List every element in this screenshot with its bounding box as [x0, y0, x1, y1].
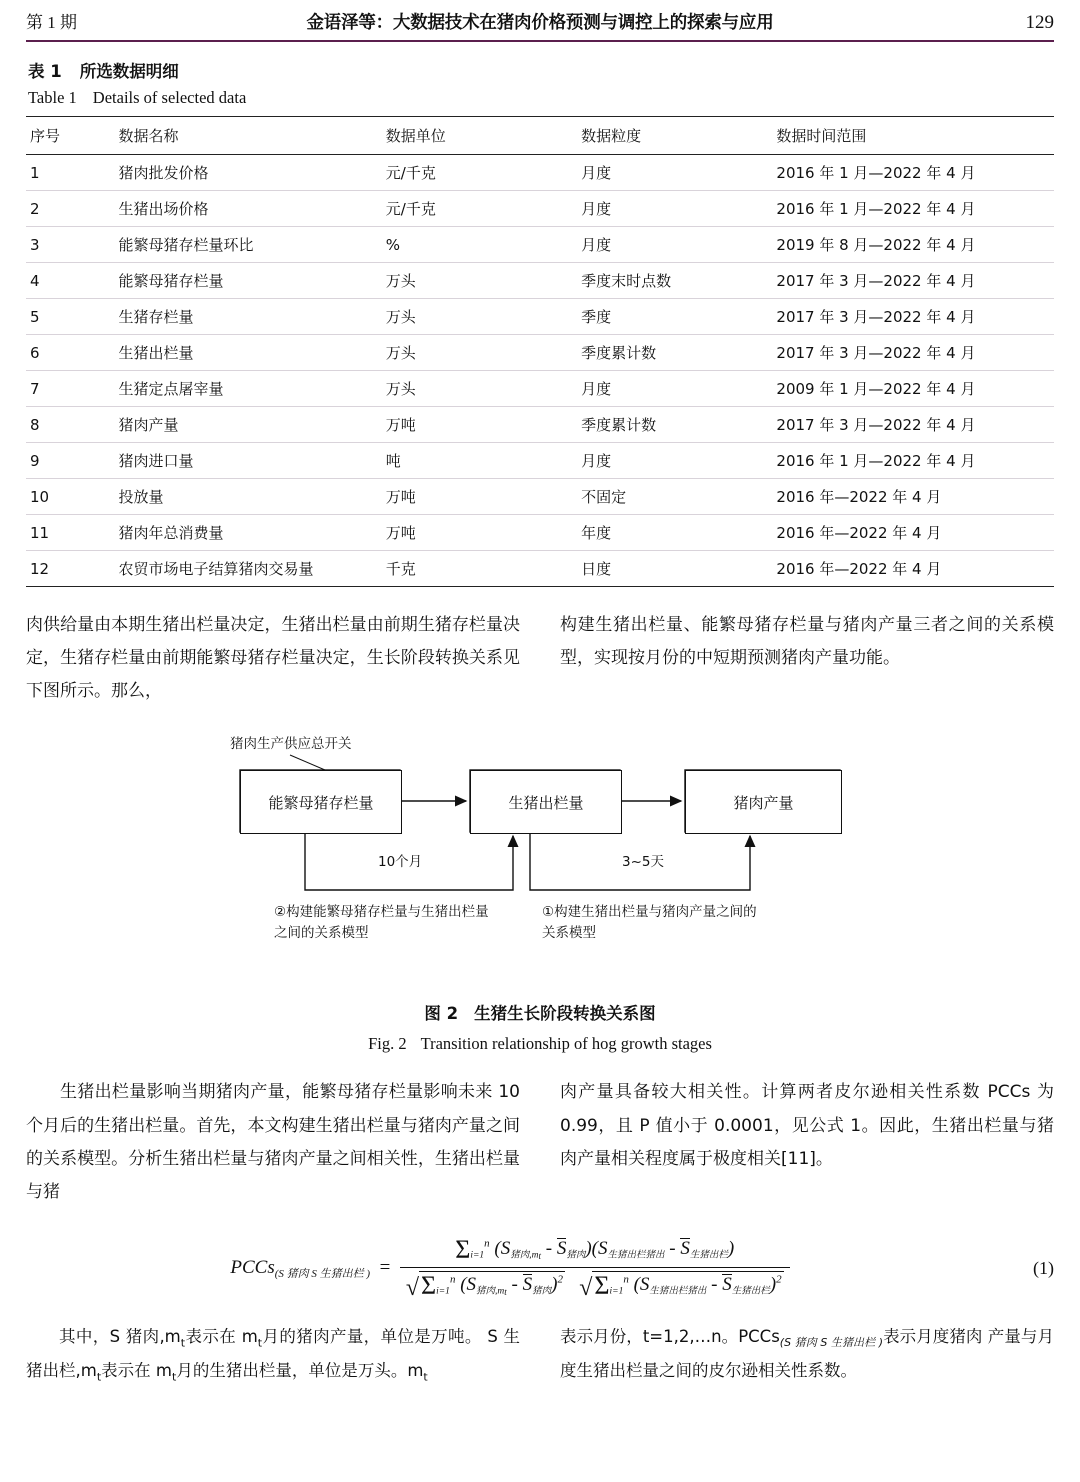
cell-no: 11	[30, 523, 50, 542]
table-body	[26, 155, 1054, 587]
cell-unit: %	[385, 235, 401, 254]
cell-unit: 元/千克	[385, 200, 436, 218]
selected-data-table	[26, 116, 1054, 587]
cell-no: 2	[30, 199, 40, 218]
bottom-left-1c: 月的猪肉产量，单位是万吨。	[262, 1326, 482, 1346]
figure-caption-en	[26, 1034, 1054, 1054]
running-head-left: 第 1 期	[26, 13, 77, 32]
cell-granularity: 月度	[581, 380, 612, 398]
cell-unit: 万头	[385, 344, 416, 362]
body-column-right-3	[560, 1320, 1054, 1389]
cell-unit: 万头	[385, 308, 416, 326]
bottom-left-2b: 表示在 m	[101, 1361, 172, 1381]
table-header	[26, 117, 1054, 155]
cell-timerange: 2016 年 1 月—2022 年 4 月	[776, 200, 976, 218]
cell-name: 猪肉进口量	[118, 452, 194, 470]
figure-2	[26, 730, 1054, 990]
cell-granularity: 不固定	[581, 488, 627, 506]
cell-no: 6	[30, 343, 40, 362]
cell-granularity: 月度	[581, 452, 612, 470]
table-row	[26, 407, 1054, 443]
formula-number: (1)	[1033, 1257, 1054, 1278]
cell-timerange: 2009 年 1 月—2022 年 4 月	[776, 380, 976, 398]
figure-label-three-five-days: 3~5天	[622, 854, 664, 871]
bottom-right-1b: 表示月度猪肉	[883, 1326, 983, 1346]
cell-no: 5	[30, 307, 40, 326]
paragraph-left-3: 其中，S 猪肉$,m_t$表示在 $m_t$月的猪肉产量，单位是万吨。 S 生猪出栏$,m_t$表示在 $m_t$月的生猪出栏量，单位是万头。$m_t$	[26, 1326, 520, 1384]
cell-name: 能繁母猪存栏量环比	[118, 236, 254, 254]
body-column-left-2	[26, 1076, 520, 1209]
figure-caption-cn	[26, 1000, 1054, 1024]
figure-box-hog-output: 生猪出栏量	[470, 770, 622, 834]
cell-unit: 吨	[385, 452, 401, 470]
cell-timerange: 2016 年—2022 年 4 月	[776, 488, 942, 506]
cell-granularity: 季度累计数	[581, 416, 657, 434]
cell-unit: 万吨	[385, 524, 416, 542]
figure-label-ten-months: 10个月	[378, 854, 423, 871]
table-caption-cn-number: 表 1	[28, 62, 62, 81]
cell-timerange: 2016 年 1 月—2022 年 4 月	[776, 452, 976, 470]
bottom-left-2d: t	[423, 1370, 428, 1384]
table-row	[26, 479, 1054, 515]
bottom-left-2c: 月的生猪出栏量，单位是万头。m	[176, 1361, 424, 1381]
body-column-right	[560, 609, 1054, 708]
cell-granularity: 月度	[581, 236, 612, 254]
cell-name: 投放量	[118, 488, 164, 506]
table-caption-en-text: Details of selected data	[92, 88, 247, 107]
figure-caption-cn-number: 图 2	[424, 1004, 459, 1024]
cell-no: 12	[30, 559, 50, 578]
body-columns-bottom	[26, 1320, 1054, 1389]
bottom-right-2: 产量与月度生猪出栏量之间的皮尔逊相关性系数。	[560, 1326, 1054, 1380]
cell-name: 猪肉年总消费量	[118, 524, 224, 542]
cell-timerange: 2016 年—2022 年 4 月	[776, 560, 942, 578]
cell-name: 生猪出栏量	[118, 344, 194, 362]
figure-caption-en-text: Transition relationship of hog growth stages	[420, 1034, 712, 1054]
cell-unit: 万吨	[385, 488, 416, 506]
bottom-right-1sub: (S 猪肉 S 生猪出栏 )	[779, 1335, 884, 1349]
cell-timerange: 2017 年 3 月—2022 年 4 月	[776, 308, 976, 326]
cell-unit: 万吨	[385, 416, 416, 434]
table-row	[26, 191, 1054, 227]
formula-lhs-symbol: PCCs	[230, 1256, 275, 1278]
formula-numerator: $\Sigma i=1^n$ (S猪肉$,m_t$ - S猪肉)(S生猪出栏猪出 - S生猪出栏)	[400, 1235, 790, 1268]
figure-caption-en-number: Fig. 2	[368, 1034, 407, 1054]
body-column-left	[26, 609, 520, 708]
paragraph-left-1: 肉供给量由本期生猪出栏量决定，生猪出栏量由前期生猪存栏量决定，生猪存栏量由前期能繁母猪存栏量决定，生长阶段转换关系见下图所示。那么，	[26, 615, 520, 702]
figure-box-pork-production: 猪肉产量	[685, 770, 842, 834]
running-head-title: 金语泽等：大数据技术在猪肉价格预测与调控上的探索与应用	[306, 13, 774, 33]
table-caption-cn-text: 所选数据明细	[79, 62, 179, 81]
figure-switch-label: 猪肉生产供应总开关	[230, 736, 352, 753]
cell-no: 7	[30, 379, 40, 398]
cell-name: 农贸市场电子结算猪肉交易量	[118, 560, 314, 578]
formula-lhs-subscript: (S 猪肉 S 生猪出栏 )	[274, 1267, 371, 1280]
diagram-canvas	[230, 730, 850, 970]
cell-unit: 万头	[385, 272, 416, 290]
cell-no: 8	[30, 415, 40, 434]
table-row	[26, 515, 1054, 551]
paragraph-left-2: 生猪出栏量影响当期猪肉产量，能繁母猪存栏量影响未来 10 个月后的生猪出栏量。首先，本文构建生猪出栏量与猪肉产量之间的关系模型。分析生猪出栏量与猪肉产量之间相关性，生猪出栏量与猪	[26, 1082, 520, 1202]
cell-granularity: 季度累计数	[581, 344, 657, 362]
cell-name: 猪肉批发价格	[118, 164, 209, 182]
cell-name: 猪肉产量	[118, 416, 179, 434]
cell-granularity: 季度末时点数	[581, 272, 672, 290]
cell-name: 生猪定点屠宰量	[118, 380, 224, 398]
cell-name: 能繁母猪存栏量	[118, 272, 224, 290]
formula-fraction	[400, 1235, 790, 1302]
cell-granularity: 年度	[581, 524, 612, 542]
table-row	[26, 335, 1054, 371]
running-head	[26, 0, 1054, 40]
table-row	[26, 551, 1054, 587]
table-row	[26, 155, 1054, 191]
paragraph-right-2: 肉产量具备较大相关性。计算两者皮尔逊相关性系数 PCCs 为 0.99，且 P 值小于 0.0001，见公式 1。因此，生猪出栏量与猪肉产量相关程度属于极度相关[11]。	[560, 1082, 1054, 1169]
bottom-left-1: 其中，S 猪肉,m	[59, 1326, 181, 1346]
cell-no: 10	[30, 487, 50, 506]
body-columns-top	[26, 609, 1054, 708]
bottom-right-1: 表示月份，t=1,2,…n。PCCs	[560, 1326, 780, 1346]
header-rule	[26, 40, 1054, 42]
formula-1: PCCs$_{(S 猪肉 S 生猪出栏 )}$ = $\Sigma i=1^n$ (S猪肉$,m_t$ - S猪肉)(S生猪出栏猪出 - S生猪出栏) $√\Sigma i=1^n$ (S猪肉$,m_t$ - S猪肉)$^2$ $√\Sigma i=1^n$ (S生猪出栏猪出 - S生猪出栏)$^2$	[26, 1235, 994, 1302]
cell-unit: 元/千克	[385, 164, 436, 182]
figure-note-left: ②构建能繁母猪存栏量与生猪出栏量之间的关系模型	[274, 904, 489, 941]
column-header-timerange: 数据时间范围	[776, 127, 867, 145]
table-caption-en	[28, 88, 1054, 108]
cell-no: 9	[30, 451, 40, 470]
cell-no: 1	[30, 163, 40, 182]
cell-granularity: 月度	[581, 200, 612, 218]
figure-box-sow-stock: 能繁母猪存栏量	[240, 770, 402, 834]
table-header-row	[26, 117, 1054, 155]
cell-granularity: 日度	[581, 560, 612, 578]
table-row	[26, 263, 1054, 299]
body-column-left-3	[26, 1320, 520, 1389]
cell-timerange: 2017 年 3 月—2022 年 4 月	[776, 416, 976, 434]
table-caption-cn	[28, 58, 1054, 82]
cell-name: 生猪存栏量	[118, 308, 194, 326]
table-caption-en-number: Table 1	[28, 88, 77, 107]
cell-timerange: 2019 年 8 月—2022 年 4 月	[776, 236, 976, 254]
column-header-unit: 数据单位	[385, 127, 446, 145]
body-column-right-2	[560, 1076, 1054, 1209]
paragraph-right-1: 构建生猪出栏量、能繁母猪存栏量与猪肉产量三者之间的关系模型，实现按月份的中短期预测猪肉产量功能。	[560, 615, 1054, 669]
table-row	[26, 299, 1054, 335]
table-row	[26, 227, 1054, 263]
bottom-left-1b: 表示在 m	[185, 1326, 258, 1346]
column-header-granularity: 数据粒度	[581, 127, 642, 145]
cell-granularity: 季度	[581, 308, 612, 326]
body-columns-middle	[26, 1076, 1054, 1209]
formula-lhs	[230, 1257, 374, 1278]
cell-unit: 万头	[385, 380, 416, 398]
page-number: 129	[1025, 12, 1054, 33]
cell-timerange: 2017 年 3 月—2022 年 4 月	[776, 344, 976, 362]
cell-no: 3	[30, 235, 40, 254]
cell-timerange: 2016 年—2022 年 4 月	[776, 524, 942, 542]
figure-caption-cn-text: 生猪生长阶段转换关系图	[474, 1004, 656, 1024]
figure-note-right: ①构建生猪出栏量与猪肉产量之间的关系模型	[542, 904, 757, 941]
table-row	[26, 371, 1054, 407]
cell-unit: 千克	[385, 560, 416, 578]
cell-name: 生猪出场价格	[118, 200, 209, 218]
column-header-no: 序号	[30, 127, 61, 145]
table-row	[26, 443, 1054, 479]
cell-no: 4	[30, 271, 40, 290]
cell-granularity: 月度	[581, 164, 612, 182]
paragraph-right-3	[560, 1320, 1054, 1387]
cell-timerange: 2017 年 3 月—2022 年 4 月	[776, 272, 976, 290]
column-header-name: 数据名称	[118, 127, 179, 145]
cell-timerange: 2016 年 1 月—2022 年 4 月	[776, 164, 976, 182]
bottom-left-2: S 生猪出栏,m	[26, 1326, 520, 1381]
formula-denominator: $√\Sigma i=1^n$ (S猪肉$,m_t$ - S猪肉)$^2$ $√\Sigma i=1^n$ (S生猪出栏猪出 - S生猪出栏)$^2$	[405, 1270, 782, 1301]
formula-row	[26, 1235, 1054, 1302]
